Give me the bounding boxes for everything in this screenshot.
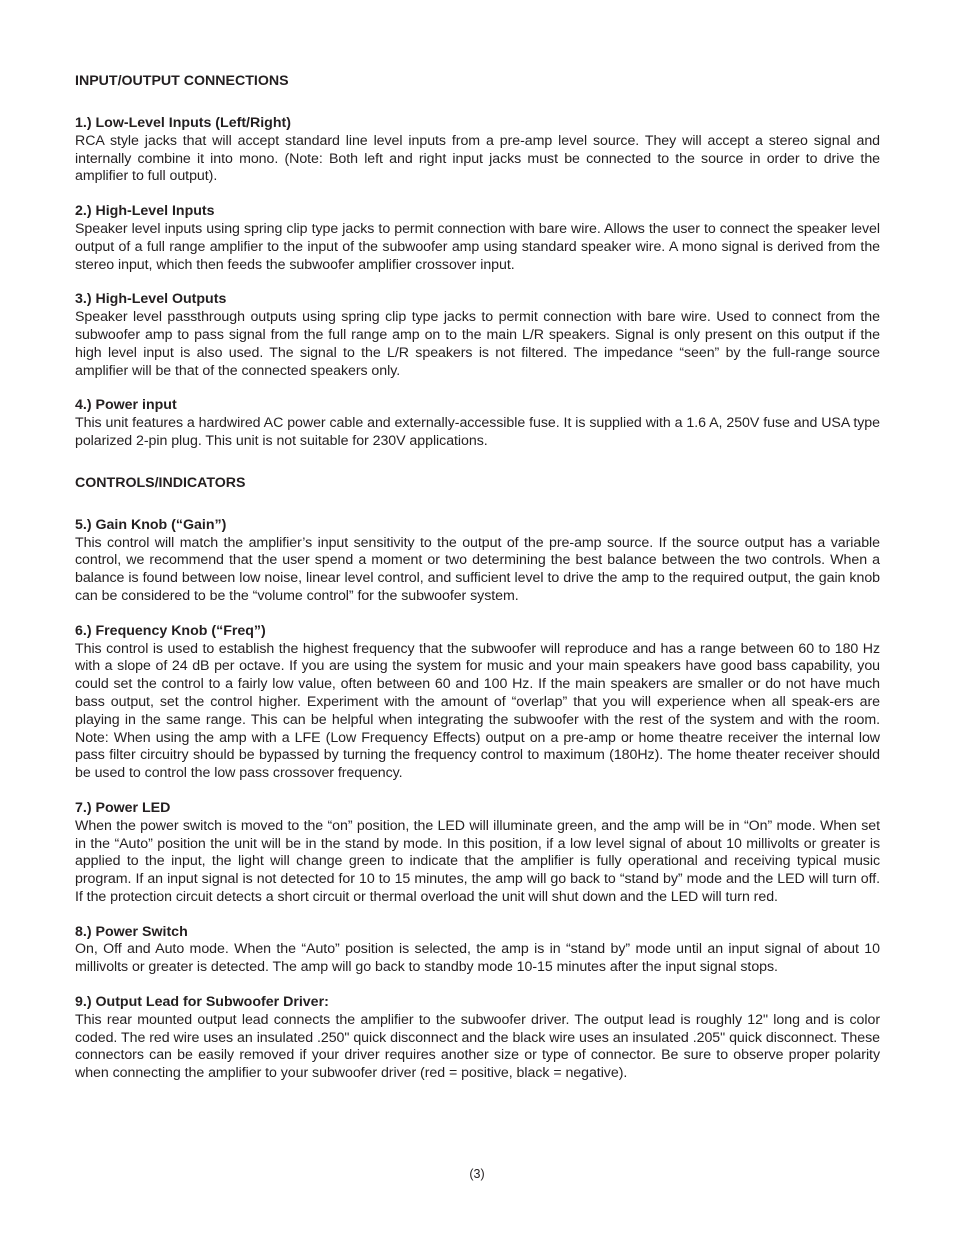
item-high-level-outputs [75, 291, 880, 380]
item-body: This control will match the amplifier’s input sensitivity to the output of the pre-amp source. If the source output has a variable control, we recommend that the user spend a moment or two determining the best balance between the two controls. When a balance is found between low noise, linear level control, and sufficient level to drive the amp to the required output, the gain knob can be considered to be the “volume control” for the subwoofer system. [75, 534, 880, 604]
item-body: On, Off and Auto mode. When the “Auto” position is selected, the amp is in “stand by” mode until an input signal of about 10 millivolts or greater is detected. The amp will go back to standby mode 10-15 minutes after the input signal stops. [75, 941, 880, 976]
section-input-output-connections [75, 72, 880, 451]
item-power-switch [75, 924, 880, 977]
page-number: (3) [469, 1167, 485, 1181]
section-heading: INPUT/OUTPUT CONNECTIONS [75, 73, 289, 89]
item-power-input [75, 397, 880, 450]
item-body: This control is used to establish the highest frequency that the subwoofer will reproduce and has a range between 60 to 180 Hz with a slope of 24 dB per octave. If you are using the system for music and your main speakers have good bass capability, you could set the control to a fairly low value, often between 60 and 100 Hz. If the main speakers are smaller or do not have much bass output, set the control higher. Experiment with the amount of “overlap” that you will experience when all speak-ers are playing in the same range. This can be helpful when integrating the subwoofer with the rest of the system and with the room. Note: When using the amp with a LFE (Low Frequency Effects) output on a pre-amp or home theatre receiver the internal low pass filter circuitry should be bypassed by turning the frequency control to maximum (180Hz). The home theater receiver should be used to control the low pass crossover frequency. [75, 640, 880, 782]
item-power-led [75, 800, 880, 907]
item-frequency-knob [75, 623, 880, 783]
item-title: 7.) Power LED [75, 799, 171, 816]
item-title: 1.) Low-Level Inputs (Left/Right) [75, 115, 291, 131]
item-high-level-inputs [75, 203, 880, 274]
item-body: RCA style jacks that will accept standard line level inputs from a pre-amp level source. They will accept a stereo signal and internally combine it into mono. (Note: Both left and right input jacks must be connected to the source in order to drive the amplifier to full output). [75, 132, 880, 185]
item-body: When the power switch is moved to the “on” position, the LED will illuminate green, and the amp will be in “On” mode. When set in the “Auto” position the unit will be in the stand by mode. In this position, if a low level signal of about 10 millivolts or greater is applied to the input, the light will change green to indicate that the amplifier is fully operational and receiving typical music program. If an input signal is not detected for 10 to 15 minutes, the amp will go back to “stand by” mode and the LED will turn off. If the protection circuit detects a short circuit or thermal overload the unit will shut down and the LED will turn red. [75, 817, 880, 905]
item-title: 4.) Power input [75, 397, 177, 414]
item-low-level-inputs [75, 115, 880, 186]
item-title: 3.) High-Level Outputs [75, 291, 227, 308]
section-heading: CONTROLS/INDICATORS [75, 474, 246, 491]
item-title: 8.) Power Switch [75, 923, 188, 940]
item-title: 5.) Gain Knob (“Gain”) [75, 516, 227, 533]
item-body: This unit features a hardwired AC power cable and externally-accessible fuse. It is supplied with a 1.6 A, 250V fuse and USA type polarized 2-pin plug. This unit is not suitable for 230V applications. [75, 415, 880, 449]
item-body: This rear mounted output lead connects the amplifier to the subwoofer driver. The output lead is roughly 12" long and is color coded. The red wire uses an insulated .250" quick disconnect and the black wire uses an insulated .205" quick disconnect. These connectors can be easily removed if your driver requires another size or type of connector. Be sure to observe proper polarity when connecting the amplifier to your subwoofer driver (red = positive, black = negative). [75, 1011, 880, 1082]
item-title: 2.) High-Level Inputs [75, 203, 215, 220]
section-controls-indicators [75, 474, 880, 1083]
manual-page [75, 72, 880, 1100]
item-output-lead [75, 994, 880, 1083]
item-body: Speaker level passthrough outputs using spring clip type jacks to permit connection with bare wire. Used to connect from the subwoofer amp to pass signal from the full range amp on to the main L/R speakers. Signal is only present on this output if the high level input is also used. The signal to the L/R speakers is not filtered. The impedance “seen” by the full-range source amplifier will be that of the connected speakers only. [75, 309, 880, 379]
item-title: 9.) Output Lead for Subwoofer Driver: [75, 994, 329, 1011]
item-title: 6.) Frequency Knob (“Freq”) [75, 622, 266, 639]
item-gain-knob [75, 517, 880, 606]
item-body: Speaker level inputs using spring clip type jacks to permit connection with bare wire. Allows the user to connect the speaker level output of a full range amplifier to the input of the subwoofer amp using standard speaker wire. A mono signal is derived from the stereo input, which then feeds the subwoofer amplifier crossover input. [75, 220, 880, 273]
